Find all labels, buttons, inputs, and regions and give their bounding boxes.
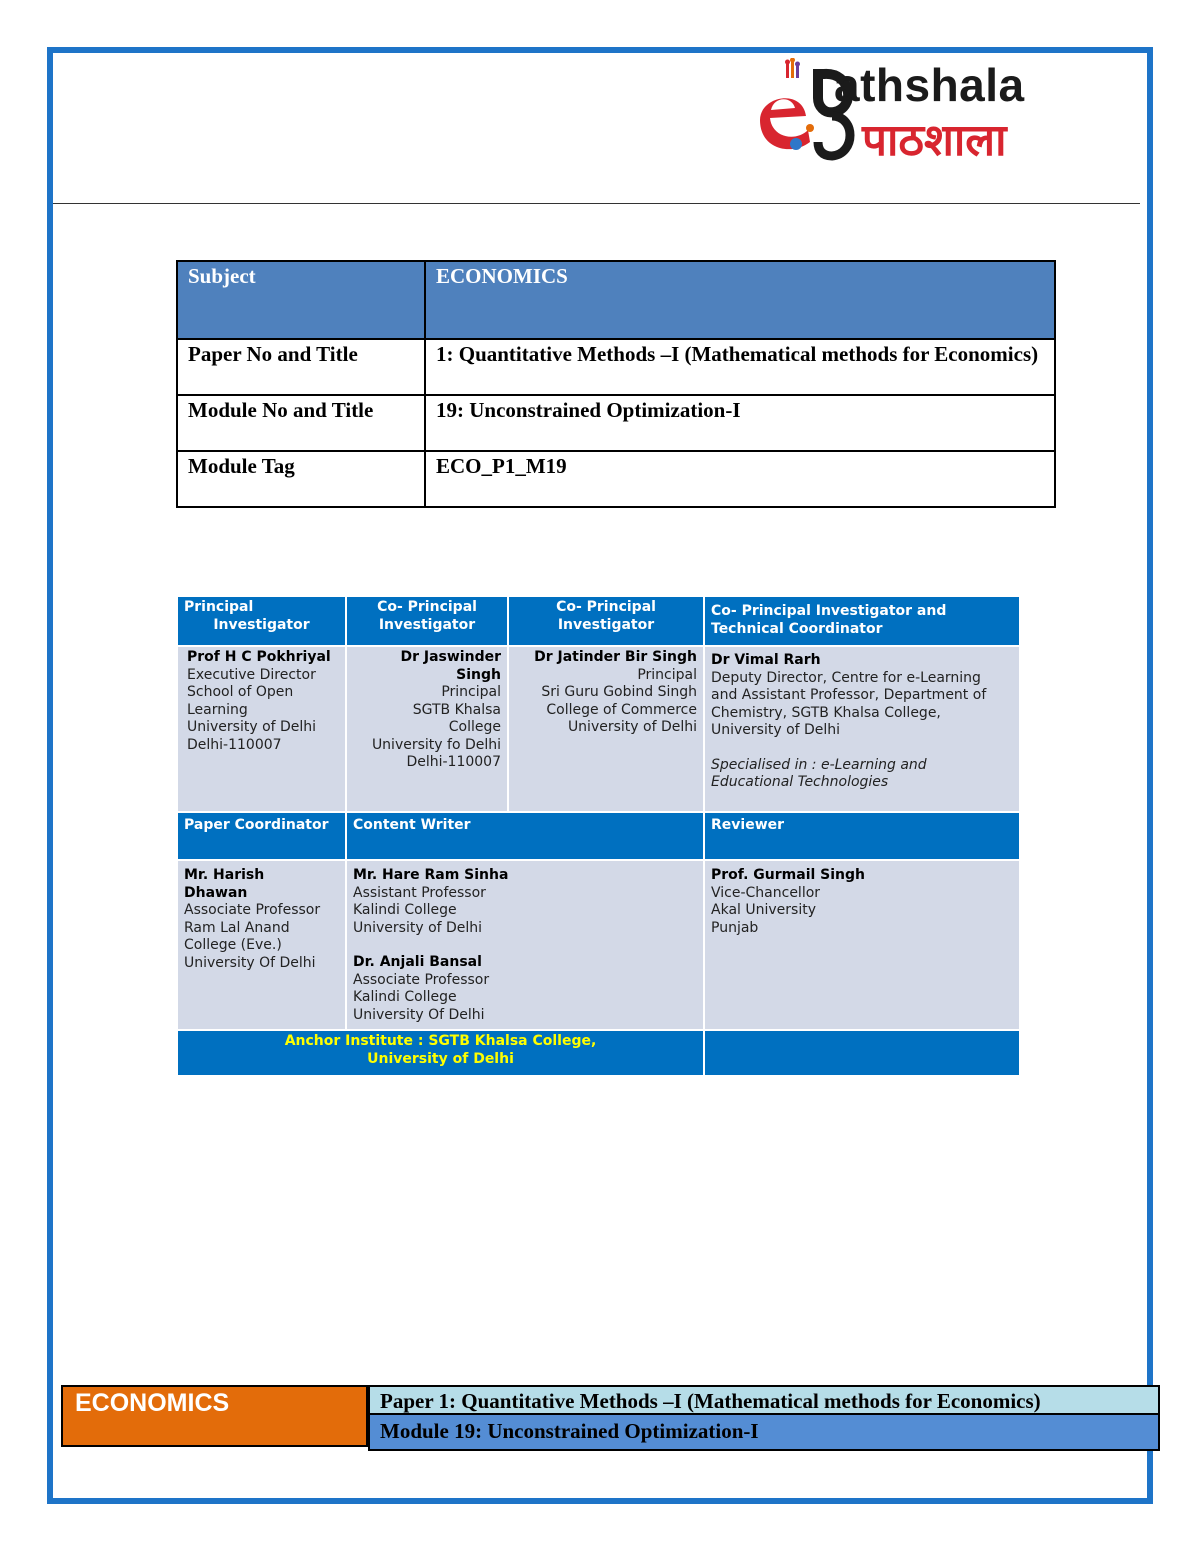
paper-coordinator-header: Paper Coordinator: [177, 812, 346, 860]
table-row: [177, 596, 1020, 646]
copi1-header: Co- Principal Investigator: [346, 596, 508, 646]
table-row: [177, 451, 1055, 507]
table-row: [177, 860, 1020, 1030]
table-row: [177, 339, 1055, 395]
reviewer-header: Reviewer: [704, 812, 1020, 860]
table-row: [177, 1030, 1020, 1076]
paper-value: 1: Quantitative Methods –I (Mathematical methods for Economics): [425, 339, 1055, 395]
logo-wordmark-latin: athshala: [834, 59, 1025, 111]
module-value: 19: Unconstrained Optimization-I: [425, 395, 1055, 451]
copi2-cell: Dr Jatinder Bir Singh Principal Sri Guru Gobind Singh College of Commerce University of Delhi: [508, 646, 704, 812]
anchor-institute: Anchor Institute : SGTB Khalsa College, University of Delhi: [177, 1030, 704, 1076]
module-info-table: [176, 260, 1056, 508]
pi-cell: Prof H C Pokhriyal Executive Director School of Open Learning University of Delhi Delhi-110007: [177, 646, 346, 812]
module-tag-value: ECO_P1_M19: [425, 451, 1055, 507]
paper-label: Paper No and Title: [177, 339, 425, 395]
anchor-blank-cell: [704, 1030, 1020, 1076]
copi3-cell: Dr Vimal Rarh Deputy Director, Centre for e-Learning and Assistant Professor, Department of Chemistry, SGTB Khalsa College, University of Delhi Specialised in : e-Learning and Educational Technologies: [704, 646, 1020, 812]
paper-coordinator-cell: Mr. Harish Dhawan Associate Professor Ram Lal Anand College (Eve.) University Of Delhi: [177, 860, 346, 1030]
footer-module: Module 19: Unconstrained Optimization-I: [368, 1415, 1160, 1451]
header-divider: [53, 203, 1140, 204]
footer-subject: ECONOMICS: [61, 1385, 368, 1447]
content-writer-cell: Mr. Hare Ram Sinha Assistant Professor Kalindi College University of Delhi Dr. Anjali Bansal Associate Professor Kalindi College University Of Delhi: [346, 860, 704, 1030]
credits-table: [176, 595, 1021, 1077]
page-footer: [61, 1385, 1161, 1451]
subject-label: Subject: [177, 261, 425, 339]
table-row: [177, 646, 1020, 812]
pi-header: Principal Investigator: [177, 596, 346, 646]
table-row: [177, 812, 1020, 860]
content-writer-header: Content Writer: [346, 812, 704, 860]
copi1-cell: Dr Jaswinder Singh Principal SGTB Khalsa College University fo Delhi Delhi-110007: [346, 646, 508, 812]
copi2-header: Co- Principal Investigator: [508, 596, 704, 646]
epathshala-logo: [752, 58, 1098, 170]
module-label: Module No and Title: [177, 395, 425, 451]
logo-wordmark-devanagari: पाठशाला: [862, 115, 1007, 166]
reviewer-cell: Prof. Gurmail Singh Vice-Chancellor Akal University Punjab: [704, 860, 1020, 1030]
module-tag-label: Module Tag: [177, 451, 425, 507]
footer-paper: Paper 1: Quantitative Methods –I (Mathematical methods for Economics): [368, 1385, 1160, 1415]
copi3-header: Co- Principal Investigator and Technical Coordinator: [704, 596, 1020, 646]
table-row: [177, 395, 1055, 451]
table-row: [177, 261, 1055, 339]
subject-value: ECONOMICS: [425, 261, 1055, 339]
